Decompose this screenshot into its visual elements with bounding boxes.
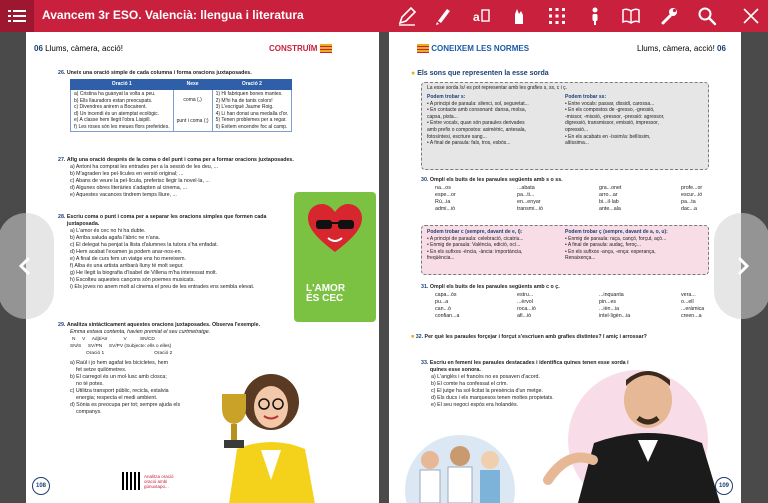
word-blank: pa...ti... — [517, 192, 535, 198]
rule-box2-left — [427, 229, 524, 262]
list-item: • A final de paraula: fals, tros, esbós... — [427, 140, 511, 147]
word-blank: admi...ió — [435, 206, 456, 212]
text-icon — [471, 6, 491, 26]
list-item: • En els sufixos -ança, -ença: esperança, — [565, 248, 656, 255]
table-cell — [173, 90, 212, 132]
rule-heading: Podem trobar s: — [427, 94, 466, 100]
list-item: • Entre vocals, quan són paraules derivades — [427, 120, 525, 127]
right-header — [637, 44, 726, 53]
exercise-number: 31. — [421, 284, 429, 290]
close-icon — [741, 6, 761, 26]
oracio-label: Oració 2 — [154, 351, 173, 356]
rule-box-left — [427, 94, 529, 147]
list-item: c) El delegat ha penjat la llista d'alumnes la tutora s'ha enfadat. — [70, 242, 219, 248]
word-blank: o...ell — [681, 299, 694, 305]
pen-tool-button[interactable] — [396, 5, 418, 27]
menu-button[interactable] — [0, 0, 34, 32]
grid-button[interactable] — [546, 5, 568, 27]
list-item: b) Ells llauradors estan preocupats. — [74, 97, 153, 104]
bullet-icon: ● — [411, 70, 416, 77]
search-icon — [697, 6, 717, 26]
list-item: digressió, transmissor, emissió, impressor, — [565, 120, 659, 127]
exercise-30-grid — [435, 185, 741, 213]
section-title-text: Els sons que representen la esse sorda — [417, 70, 549, 77]
exercise-number: 33. — [421, 360, 429, 366]
word-blank: ...abata — [517, 185, 535, 191]
word-blank: ...èrvol — [517, 299, 533, 305]
rule-box2-right — [565, 229, 668, 262]
list-item: a) Cristina ha guanyat la volta a peu. — [74, 91, 156, 97]
list-item: a) Antoni ha comprat les entrades per a la sessió de les deu, ... — [70, 164, 219, 170]
word-blank: dac...a — [681, 206, 697, 212]
word-blank: estru... — [517, 292, 534, 298]
list-item: d) Hem acabat l'examen ja podem anar-nos-en. — [70, 249, 183, 255]
left-page — [26, 32, 379, 503]
previous-page-button[interactable] — [0, 213, 54, 319]
header-title: Llums, càmera, acció! — [637, 44, 715, 53]
word-blank: afi...ió — [517, 313, 532, 319]
flag-icon — [320, 44, 332, 53]
list-item: fet setze quilòmetres. — [76, 367, 127, 373]
app-title: Avancem 3r ESO. Valencià: llengua i literatura — [42, 8, 304, 22]
heart-text: L'AMOR ÉS CEC — [306, 283, 346, 304]
list-item: e) El seu negoci espós era holandès. — [431, 402, 519, 408]
list-item: 6) Evitem encendre foc al camp. — [215, 123, 288, 130]
list-item: e) A classe hem llegit l'obra Lisipill. — [74, 117, 151, 123]
list-item: a) Raül i jo hem agafat les bicicletes, hem — [70, 360, 169, 366]
list-item: b) M'agraden les pel·lícules en versió original; ... — [70, 171, 184, 177]
text-tool-button[interactable] — [470, 5, 492, 27]
wrench-icon — [659, 6, 679, 26]
rule-heading: Podem trobar ç (sempre, davant de a, o, u): — [565, 229, 668, 235]
list-item: amb prefix o compostos: asimètric, antesala, — [427, 126, 526, 133]
list-item: f) Alba és una artista arribarà lluny té molt segur. — [70, 263, 184, 269]
header-number: 06 — [34, 44, 43, 53]
list-item: • A principi de paraula: silenci, sol, seguretat... — [427, 100, 529, 107]
list-item: d) Sònia es preocupa per tot; sempre ajuda els — [70, 402, 181, 408]
list-item: • En els compostos de -gresso, -gressió, — [565, 107, 655, 114]
list-item: c) Abans de veure la pel·lícula, preferisc llegir la novel·la, ... — [70, 178, 210, 184]
list-item: altíssima... — [565, 140, 589, 147]
list-item: d) Algunes obres literàries s'adapten al cinema, ... — [70, 185, 188, 191]
list-item: 3) L'escriguè Jaume Roig. — [215, 104, 274, 110]
trophy-icon — [216, 392, 252, 462]
analysis-line: SN/S SV/PN SV/PV (Subjecte: ells o elles) — [70, 344, 172, 349]
list-item: b) El carregol és un mol·lusc amb closca; — [70, 374, 167, 380]
list-item: • En els acabats en -íssim/a: bellíssim, — [565, 133, 651, 140]
user-pointer-icon — [585, 6, 605, 26]
rule-heading: Podem trobar c (sempre, davant de e, i): — [427, 229, 523, 235]
exercise-26 — [58, 70, 292, 132]
girl-with-trophy-illustration — [181, 362, 331, 503]
exercise-number: 27. — [58, 157, 66, 163]
word-blank: ...ièn...ia — [599, 306, 620, 312]
list-item: 4) Li han donat una medalla d'or. — [215, 110, 289, 117]
list-item: 2) M'hi ha de tants colors! — [215, 97, 273, 104]
exercise-title: Omplí els buits de les paraules següents amb c o ç. — [429, 284, 560, 290]
word-blank: ...eràmica — [681, 306, 705, 312]
exercise-26-table — [70, 79, 292, 132]
list-item: d) Un incendi és un atemptat ecològic. — [74, 110, 160, 117]
word-blank: ...inquanta — [599, 292, 624, 298]
exercise-31 — [421, 284, 560, 291]
word-blank: pa...ta — [681, 199, 696, 205]
word-blank: na...os — [435, 185, 451, 191]
marker-tool-button[interactable] — [432, 5, 454, 27]
word-blank: transmi...ió — [517, 206, 543, 212]
eraser-tool-button[interactable] — [508, 5, 530, 27]
header-title: Llums, càmera, acció! — [45, 44, 123, 53]
heart-illustration — [294, 192, 376, 322]
book-icon — [621, 6, 641, 26]
list-item: no té potes. — [76, 381, 104, 387]
table-header: Nexe — [173, 80, 212, 90]
table-header: Oració 1 — [71, 80, 174, 90]
exercise-title: Analitza sintàcticament aquestes oracions juxtaposades. Observa l'exemple. — [66, 322, 261, 328]
list-item: i) Els joves no anem molt al cinema el preu de les entrades ens sembla elevat. — [70, 284, 255, 290]
pointer-button[interactable] — [584, 5, 606, 27]
list-item: punt i coma (;) — [176, 117, 209, 124]
list-item: c) Utilitza transport públic, recicla, estalvia — [70, 388, 169, 394]
list-item: b) El comte ha confessat el crim. — [431, 381, 508, 387]
chevron-right-icon — [731, 255, 753, 277]
list-item: • En contacte amb consonant: dansa, molsa, — [427, 107, 527, 114]
exercise-28 — [58, 214, 287, 291]
exercise-title: Uneix una oració simple de cada columna i forma oracions juxtaposades. — [66, 70, 252, 76]
list-item: c) El jutge ha sol·licitat la presència d'un metge. — [431, 388, 544, 394]
list-item: opressió... — [565, 126, 589, 133]
eraser-icon — [509, 6, 529, 26]
word-blank: roca...ió — [517, 306, 536, 312]
list-item: energia; respecta el medi ambient. — [76, 395, 158, 401]
rule-heading: Podem trobar ss: — [565, 94, 607, 100]
list-item: e) Aquestes vacances tindrem temps lliure, ... — [70, 192, 177, 198]
list-item: e) A final de curs fem un viatge ens ho mereixem. — [70, 256, 187, 262]
list-item: • A principi de paraula: celebració, cicatriu... — [427, 235, 524, 242]
spacer — [177, 104, 209, 118]
list-item: Renaixença... — [565, 255, 596, 262]
list-item: b) Arriba saluda agafa l'àbric ne n'ana. — [70, 235, 161, 241]
list-item: g) He llegit la biografia d'Isabel de Villena m'ha interessat molt. — [70, 270, 218, 276]
list-item: freqüència... — [427, 255, 455, 262]
table-cell — [71, 90, 174, 132]
left-header — [34, 44, 123, 53]
word-blank: en...enyar — [517, 199, 541, 205]
analysis-line: N V Adjt/Atr V SN/CD — [72, 337, 155, 342]
pen-icon — [397, 6, 417, 26]
list-item: • Enmig de paraula: València, edició, ocí... — [427, 242, 521, 249]
word-blank: gra...onet — [599, 185, 622, 191]
list-item: -missor, -missió, -pressor, -pressió: agressor, — [565, 113, 665, 120]
word-blank: confian...a — [435, 313, 460, 319]
next-page-button[interactable] — [714, 213, 768, 319]
list-item: h) Escolteu aquestes cançons són poemes musicats. — [70, 277, 195, 283]
chevron-left-icon — [15, 255, 37, 277]
exercise-number: 29. — [58, 322, 66, 328]
list-item: • En els sufixos -ència, -ància: importància, — [427, 248, 523, 255]
word-blank: arro...ar — [599, 192, 618, 198]
exercise-30 — [421, 177, 563, 184]
exercise-31-grid — [435, 292, 741, 320]
page-number: 109 — [715, 477, 733, 495]
exercise-number: 32. — [415, 334, 424, 340]
word-blank: profe...or — [681, 185, 703, 191]
section-label: CONEIXEM LES NORMES — [431, 44, 530, 53]
list-item: companys. — [76, 409, 102, 415]
qr-caption: Analitza oració oració ambi gúnuxtapo... — [144, 474, 174, 489]
grid-icon — [547, 6, 567, 26]
tools-button[interactable] — [658, 5, 680, 27]
list-item: fotosíntesi, escriure sang... — [427, 133, 487, 140]
word-blank: bi...il·lab — [599, 199, 619, 205]
lawyer-illustration — [528, 360, 738, 503]
book-button[interactable] — [620, 5, 642, 27]
example-sentence: Emma estava contenta, havien premiat el seu curtmetratge. — [70, 329, 211, 335]
list-item: d) Els ducs i els marquesos tenen moltes propietats. — [431, 395, 554, 401]
word-blank: espe...or — [435, 192, 456, 198]
list-item: • Enmig de paraula: raça, cançó, forçut, açò... — [565, 235, 667, 242]
exercise-number: 26. — [58, 70, 66, 76]
word-blank: pin...es — [599, 299, 617, 305]
list-item: 5) Tenen problemes per a regar. — [215, 117, 287, 123]
list-item: c) Divendres anirem a Bocairent. — [74, 104, 147, 110]
exercise-title: Per què les paraules forçejar i forçut s'escriuen amb grafies distintes? I amiç i arrossar? — [424, 334, 647, 340]
list-item: f) Les roses són les meues flors preferides. — [74, 123, 170, 130]
list-item: • Entre vocals: passar, dissidi, carossa... — [565, 100, 655, 107]
search-button[interactable] — [696, 5, 718, 27]
close-button[interactable] — [740, 5, 762, 27]
heart-sunglasses-icon — [308, 204, 362, 254]
rule-box-right — [565, 94, 664, 147]
table-header: Oració 2 — [212, 80, 292, 90]
top-bar — [0, 0, 768, 32]
word-blank: intel·ligèn...ia — [599, 313, 631, 319]
exercise-number: 28. — [58, 214, 66, 220]
section-title — [411, 70, 549, 77]
exercise-32 — [411, 334, 655, 341]
list-item: capsa, pista... — [427, 113, 458, 120]
word-blank: creen...a — [681, 313, 702, 319]
page-number: 108 — [32, 477, 50, 495]
svg-text:a: a — [473, 10, 480, 24]
list-item: a) L'amor és cec no hi ha dubte. — [70, 228, 146, 234]
header-number: 06 — [717, 44, 726, 53]
section-label: CONSTRUÏM — [269, 44, 318, 53]
exercise-title: Omplí els buits de les paraules següents amb s o ss. — [429, 177, 563, 183]
list-item: a) L'anglès i el francès no es posaven d'acord. — [431, 374, 540, 380]
exercise-title: Afig una oració després de la coma o del punt i coma per a formar oracions juxtaposades. — [66, 157, 294, 163]
oracio-label: Oració 1 — [86, 351, 105, 356]
word-blank: can...ó — [435, 306, 451, 312]
word-blank: ante...ala — [599, 206, 621, 212]
left-section — [269, 44, 332, 53]
analysis-labels — [58, 350, 260, 357]
list-item: • A final de paraula: audaç, feroç... — [565, 242, 641, 249]
word-blank: capa...ós — [435, 292, 457, 298]
exercise-number: 30. — [421, 177, 429, 183]
word-blank: vera... — [681, 292, 696, 298]
doctors-illustration — [400, 430, 520, 503]
speech-icon: ■ — [411, 334, 415, 340]
exercise-title: Escriu en femení les paraules destacades i identifica quines tenen esse sorda i quines esse sonora. — [429, 360, 629, 373]
exercise-title: Escriu coma o punt i coma per a separar les oracions simples que formen cada juxtaposada. — [66, 214, 267, 227]
flag-icon — [417, 44, 429, 53]
qr-code-icon[interactable] — [122, 472, 140, 490]
marker-icon — [433, 6, 453, 26]
list-item: 1) Hi fabriquen bones mantes. — [215, 91, 283, 97]
hamburger-icon — [8, 9, 26, 23]
right-section — [417, 44, 529, 53]
table-cell — [212, 90, 292, 132]
exercise-27 — [58, 157, 294, 199]
intro-text: La esse sorda /s/ es pot representar amb les grafies s, ss, c i ç. — [427, 85, 568, 91]
word-blank: Rú...ia — [435, 199, 451, 205]
list-item: coma (,) — [183, 97, 202, 103]
word-blank: pu...a — [435, 299, 449, 305]
word-blank: escur...ió — [681, 192, 703, 198]
